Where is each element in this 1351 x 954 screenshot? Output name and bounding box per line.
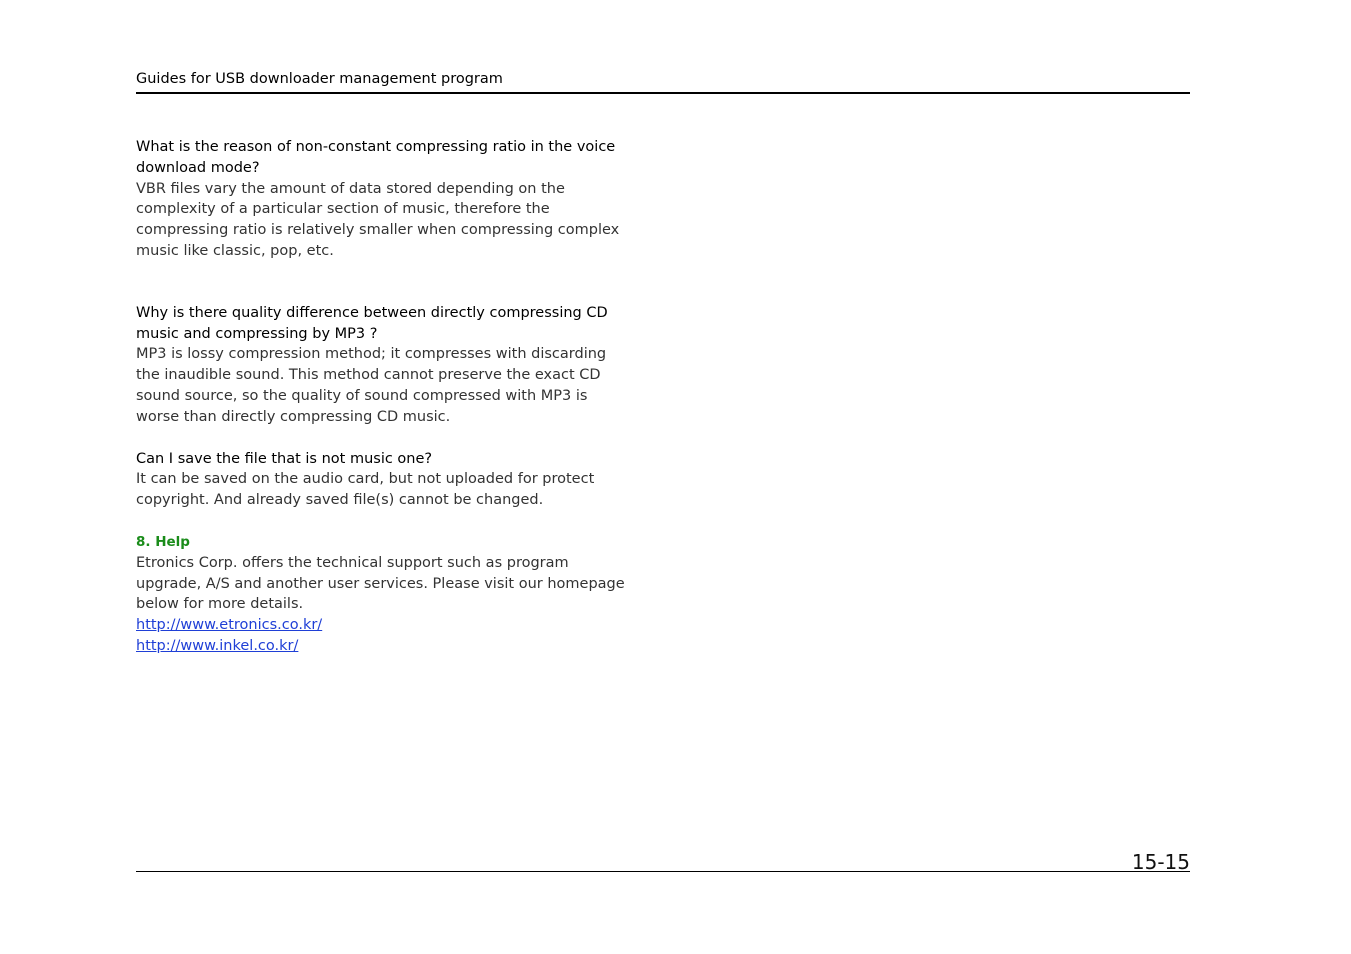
spacer <box>136 262 656 303</box>
spacer <box>136 428 656 449</box>
help-section <box>136 532 656 657</box>
header-rule <box>136 92 1190 94</box>
faq-item-quality-difference <box>136 303 656 428</box>
document-body <box>136 137 656 657</box>
faq-answer: It can be saved on the audio card, but not uploaded for protect copyright. And already saved file(s) cannot be changed. <box>136 471 595 509</box>
document-header-title: Guides for USB downloader management program <box>136 71 503 87</box>
faq-item-compress-ratio <box>136 137 656 262</box>
faq-question: Why is there quality difference between directly compressing CD music and compressing by MP3 ? <box>136 304 608 342</box>
faq-answer: MP3 is lossy compression method; it compresses with discarding the inaudible sound. This method cannot preserve the exact CD sound source, so the quality of sound compressed with MP3 is worse than directly compressing CD music. <box>136 346 607 425</box>
faq-question: What is the reason of non-constant compressing ratio in the voice download mode? <box>136 139 616 176</box>
page-number: 15-15 <box>1131 850 1190 874</box>
etronics-homepage-link[interactable]: http://www.etronics.co.kr/ <box>136 617 323 634</box>
inkel-homepage-link[interactable]: http://www.inkel.co.kr/ <box>136 637 299 654</box>
faq-question: Can I save the file that is not music one? <box>136 450 433 467</box>
footer-rule <box>136 871 1190 872</box>
help-heading: 8. Help <box>136 533 190 550</box>
help-body: Etronics Corp. offers the technical support such as program upgrade, A/S and another user services. Please visit our homepage below for more details. <box>136 554 625 613</box>
faq-item-save-non-music <box>136 449 656 511</box>
faq-answer: VBR files vary the amount of data stored depending on the complexity of a particular section of music, therefore the compressing ratio is relatively smaller when compressing complex music like classic, pop, etc. <box>136 180 620 259</box>
spacer <box>136 511 656 532</box>
